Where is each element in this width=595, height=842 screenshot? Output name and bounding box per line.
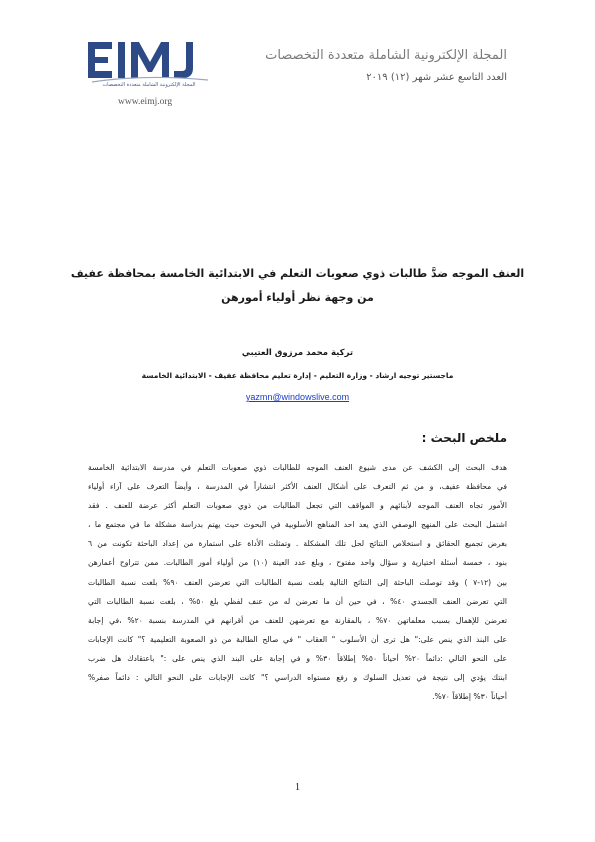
issue-info: العدد التاسع عشر شهر (١٢) ٢٠١٩ bbox=[366, 72, 507, 83]
eimj-logo-graphic bbox=[86, 38, 212, 84]
abstract-body bbox=[88, 458, 507, 706]
author-name: تركية محمد مرزوق العتيبي bbox=[241, 348, 354, 358]
abstract-line: الأمور تجاه العنف الموجه لأبنائهم و المواقف التي تجعل الطالبات من ذوي صعوبات التعلم أكثر عرضة للعنف . فقد bbox=[88, 501, 507, 511]
journal-website: www.eimj.org bbox=[118, 97, 173, 107]
abstract-line: هدف البحث إلى الكشف عن مدى شيوع العنف الموجه للطالبات ذوي صعوبات التعلم في مدرسة الابتدائية الخامسة bbox=[88, 463, 507, 472]
paper-title-line-1: العنف الموجه ضدَّ طالبات ذوي صعوبات التعلم في الابتدائية الخامسة بمحافظة عفيف bbox=[70, 267, 525, 280]
abstract-heading: ملخص البحث : bbox=[421, 431, 507, 445]
abstract-line: أحياناً ٣٠% إطلاقاً ٧٠%. bbox=[432, 692, 507, 702]
abstract-line: بين (١٢-٧ ) وقد توصلت الباحثة إلى النتائج التالية بلغت نسبة الطالبات التي تعرضن العنف ٩٠% بلغت نسبة الطالبات bbox=[88, 577, 507, 587]
abstract-line: التي تعرضن العنف الجسدي ٤٠% ، في حين أن ما تعرضن له من عنف لفظي بلغ ٥٠% ، بلغت نسبة الطالبات التي bbox=[88, 596, 507, 606]
abstract-line: بنود ، خمسة أسئلة اختيارية و سؤال واحد مفتوح ، وبلغ عدد العينة (١٠) من أولياء أمور الطالبات. ممن تتراوح أعمارهن bbox=[88, 558, 507, 568]
abstract-line: تعرضن للإهمال بسبب معلماتهن ٧٠% ، بالمقارنة مع تعرضهن للعنف من أقرانهم في المدرسة بنسبة ٢٠% ،في إجابة bbox=[88, 615, 507, 625]
paper-title-line-2: من وجهة نظر أولياء أمورهن bbox=[221, 291, 374, 304]
abstract-line: في محافظة عفيف، و من ثم التعرف على أشكال العنف الأكثر انتشاراً في المدرسة ، وأيضاً التعرف على آراء أولياء bbox=[88, 482, 507, 492]
author-email-link[interactable]: yazmn@windowslive.com bbox=[245, 392, 350, 402]
journal-title: المجلة الإلكترونية الشاملة متعددة التخصصات bbox=[265, 48, 507, 63]
author-affiliation: ماجستير توجيه ارشاد - وزارة التعليم - إدارة تعليم محافظة عفيف - الابتدائية الخامسة bbox=[141, 371, 454, 380]
abstract-line: بغرض تجميع الحقائق و استخلاص النتائج لحل تلك المشكلة . وتمثلت الأداة على استمارة من إعداد الباحثة تكونت من ٦ bbox=[88, 539, 507, 549]
abstract-line: ابنتك يؤدي إلى نتيجة في تعديل السلوك و رفع مستواه الدراسي ؟" كانت الإجابات على النحو التالي : دائماً صفر% bbox=[88, 673, 507, 683]
logo-subtitle: المجلة الإلكترونية الشاملة متعددة التخصصات bbox=[102, 82, 196, 88]
abstract-line: على النحو التالي :دائماً ٢٠% أحياناً ٥٠% إطلاقاً ٣٠% و في إجابة على البند الذي ينص على :" باعتقادك هل ضرب bbox=[88, 653, 507, 663]
abstract-line: اشتمل البحث على المنهج الوصفي الذي يعد احد المناهج الأسلوبية في البحوث حيث يهتم بدراسة مشكلة ما في مجتمع ما ، bbox=[88, 520, 507, 530]
page-number: 1 bbox=[295, 782, 300, 793]
abstract-line: على البند الذي ينص على:" هل ترى أن الأسلوب " العقاب " في صالح الطالبة من ذو الصعوبة التعليمية ؟" كانت الإجابات bbox=[88, 634, 507, 644]
